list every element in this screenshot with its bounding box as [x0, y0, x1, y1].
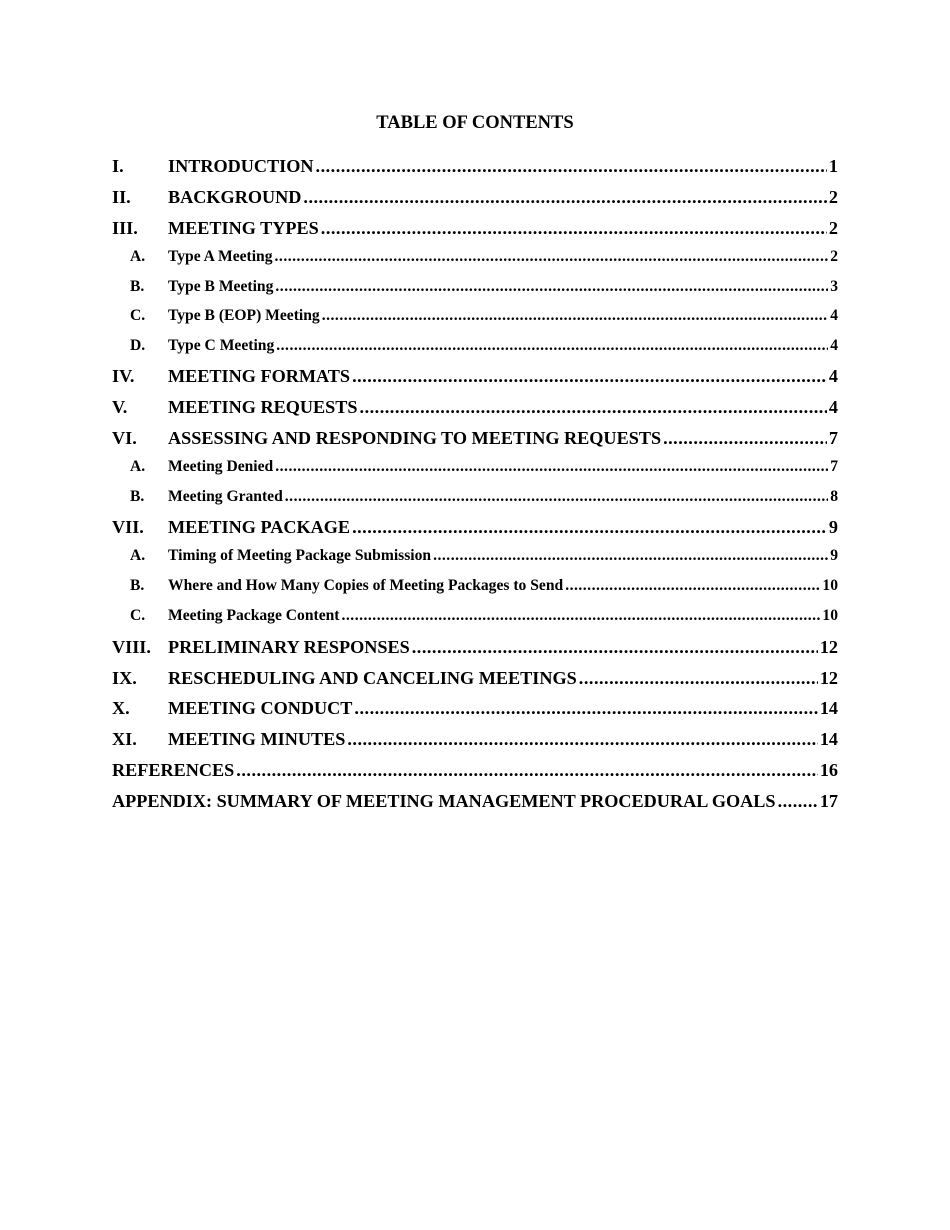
toc-entry-page-number: 4: [828, 397, 838, 417]
toc-entry-page-number: 10: [822, 607, 838, 624]
toc-entry-title: MEETING REQUESTS: [168, 397, 358, 417]
toc-entry[interactable]: [112, 457, 838, 477]
toc-entry-page-number: 2: [830, 248, 838, 265]
dot-leader: [303, 186, 827, 208]
toc-entry-page-number: 16: [819, 760, 838, 780]
toc-entry-title: ASSESSING AND RESPONDING TO MEETING REQUESTS: [168, 428, 662, 448]
toc-entry-page-number: 14: [819, 698, 838, 718]
toc-entry-number: D.: [130, 337, 146, 354]
toc-entry-number: V.: [112, 397, 128, 417]
toc-entry-page-number: 17: [819, 791, 838, 811]
toc-entry-page-number: 2: [828, 187, 838, 207]
dot-leader: [352, 516, 827, 538]
toc-entry-title: PRELIMINARY RESPONSES: [168, 637, 410, 657]
toc-entry-number: III.: [112, 218, 138, 238]
toc-entry-page-number: 4: [830, 337, 838, 354]
toc-entry-page-number: 12: [819, 668, 838, 688]
toc-entry-title: REFERENCES: [112, 760, 235, 780]
toc-entry-page-number: 9: [828, 517, 838, 537]
toc-entry[interactable]: [112, 759, 838, 781]
dot-leader: [663, 427, 827, 449]
toc-entry[interactable]: [112, 546, 838, 566]
toc-entry[interactable]: [112, 427, 838, 449]
toc-entry[interactable]: [112, 217, 838, 239]
toc-title: TABLE OF CONTENTS: [376, 113, 574, 133]
toc-entry[interactable]: [112, 487, 838, 507]
toc-entry-title: Type B (EOP) Meeting: [168, 307, 320, 324]
toc-entry[interactable]: [112, 186, 838, 208]
toc-entry-title: Type B Meeting: [168, 278, 274, 295]
dot-leader: [236, 759, 818, 781]
toc-entry-number: IX.: [112, 668, 137, 688]
toc-entry-number: VI.: [112, 428, 137, 448]
toc-entry-number: B.: [130, 577, 145, 594]
dot-leader: [321, 217, 827, 239]
toc-entry-title: Timing of Meeting Package Submission: [168, 547, 432, 564]
toc-entry-page-number: 7: [828, 428, 838, 448]
toc-entry-number: A.: [130, 547, 146, 564]
toc-entry[interactable]: [112, 306, 838, 326]
dot-leader: [347, 728, 817, 750]
toc-entry-title: APPENDIX: SUMMARY OF MEETING MANAGEMENT PROCEDURAL GOALS: [112, 791, 776, 811]
dot-leader: [316, 155, 827, 177]
toc-entry-title: Meeting Denied: [168, 458, 274, 475]
toc-entry[interactable]: [112, 697, 838, 719]
toc-entry[interactable]: [112, 790, 838, 812]
toc-entry-page-number: 8: [830, 488, 838, 505]
toc-entry-title: Meeting Granted: [168, 488, 283, 505]
toc-entry-number: A.: [130, 458, 146, 475]
toc-entry-title: Meeting Package Content: [168, 607, 340, 624]
toc-entry-title: MEETING MINUTES: [168, 729, 346, 749]
toc-entry-number: B.: [130, 488, 145, 505]
toc-entry[interactable]: [112, 636, 838, 658]
dot-leader: [565, 576, 820, 596]
toc-entry[interactable]: [112, 728, 838, 750]
dot-leader: [275, 457, 828, 477]
toc-entry-title: MEETING PACKAGE: [168, 517, 351, 537]
toc-entry-page-number: 10: [822, 577, 838, 594]
toc-entry[interactable]: [112, 396, 838, 418]
toc-entry-number: VII.: [112, 517, 144, 537]
toc-entry-number: A.: [130, 248, 146, 265]
toc-entry[interactable]: [112, 606, 838, 626]
toc-entry-page-number: 1: [828, 156, 838, 176]
toc-entry-number: IV.: [112, 366, 135, 386]
toc-entry-number: I.: [112, 156, 124, 176]
dot-leader: [342, 606, 821, 626]
toc-entry[interactable]: [112, 667, 838, 689]
toc-entry-page-number: 12: [819, 637, 838, 657]
toc-entry-title: BACKGROUND: [168, 187, 302, 207]
toc-entry-page-number: 4: [830, 307, 838, 324]
toc-entry-page-number: 7: [830, 458, 838, 475]
toc-entry-title: Where and How Many Copies of Meeting Packages to Send: [168, 577, 564, 594]
dot-leader: [412, 636, 818, 658]
toc-entry-title: RESCHEDULING AND CANCELING MEETINGS: [168, 668, 577, 688]
toc-entry-page-number: 4: [828, 366, 838, 386]
toc-entry-page-number: 9: [830, 547, 838, 564]
dot-leader: [285, 487, 828, 507]
toc-entry-number: II.: [112, 187, 131, 207]
dot-leader: [778, 790, 818, 812]
toc-entry[interactable]: [112, 155, 838, 177]
toc-entry-page-number: 3: [830, 278, 838, 295]
dot-leader: [275, 277, 828, 297]
toc-entry-number: XI.: [112, 729, 137, 749]
toc-entry-page-number: 2: [828, 218, 838, 238]
toc-entry[interactable]: [112, 247, 838, 267]
toc-entry[interactable]: [112, 576, 838, 596]
dot-leader: [275, 247, 829, 267]
toc-entry-number: B.: [130, 278, 145, 295]
toc-entry[interactable]: [112, 336, 838, 356]
dot-leader: [360, 396, 827, 418]
toc-entry[interactable]: [112, 277, 838, 297]
toc-entry[interactable]: [112, 516, 838, 538]
toc-entry-title: INTRODUCTION: [168, 156, 314, 176]
toc-entry-number: C.: [130, 307, 146, 324]
toc-entry-title: Type C Meeting: [168, 337, 275, 354]
toc-entry-number: VIII.: [112, 637, 151, 657]
toc-entry-number: C.: [130, 607, 146, 624]
toc-entry-title: Type A Meeting: [168, 248, 273, 265]
dot-leader: [352, 365, 827, 387]
dot-leader: [433, 546, 828, 566]
toc-entry-title: MEETING FORMATS: [168, 366, 351, 386]
toc-entry-number: X.: [112, 698, 130, 718]
dot-leader: [322, 306, 828, 326]
toc-entry-page-number: 14: [819, 729, 838, 749]
toc-entry-title: MEETING TYPES: [168, 218, 319, 238]
dot-leader: [579, 667, 818, 689]
toc-entry[interactable]: [112, 365, 838, 387]
dot-leader: [276, 336, 828, 356]
dot-leader: [354, 697, 817, 719]
toc-entry-title: MEETING CONDUCT: [168, 698, 353, 718]
